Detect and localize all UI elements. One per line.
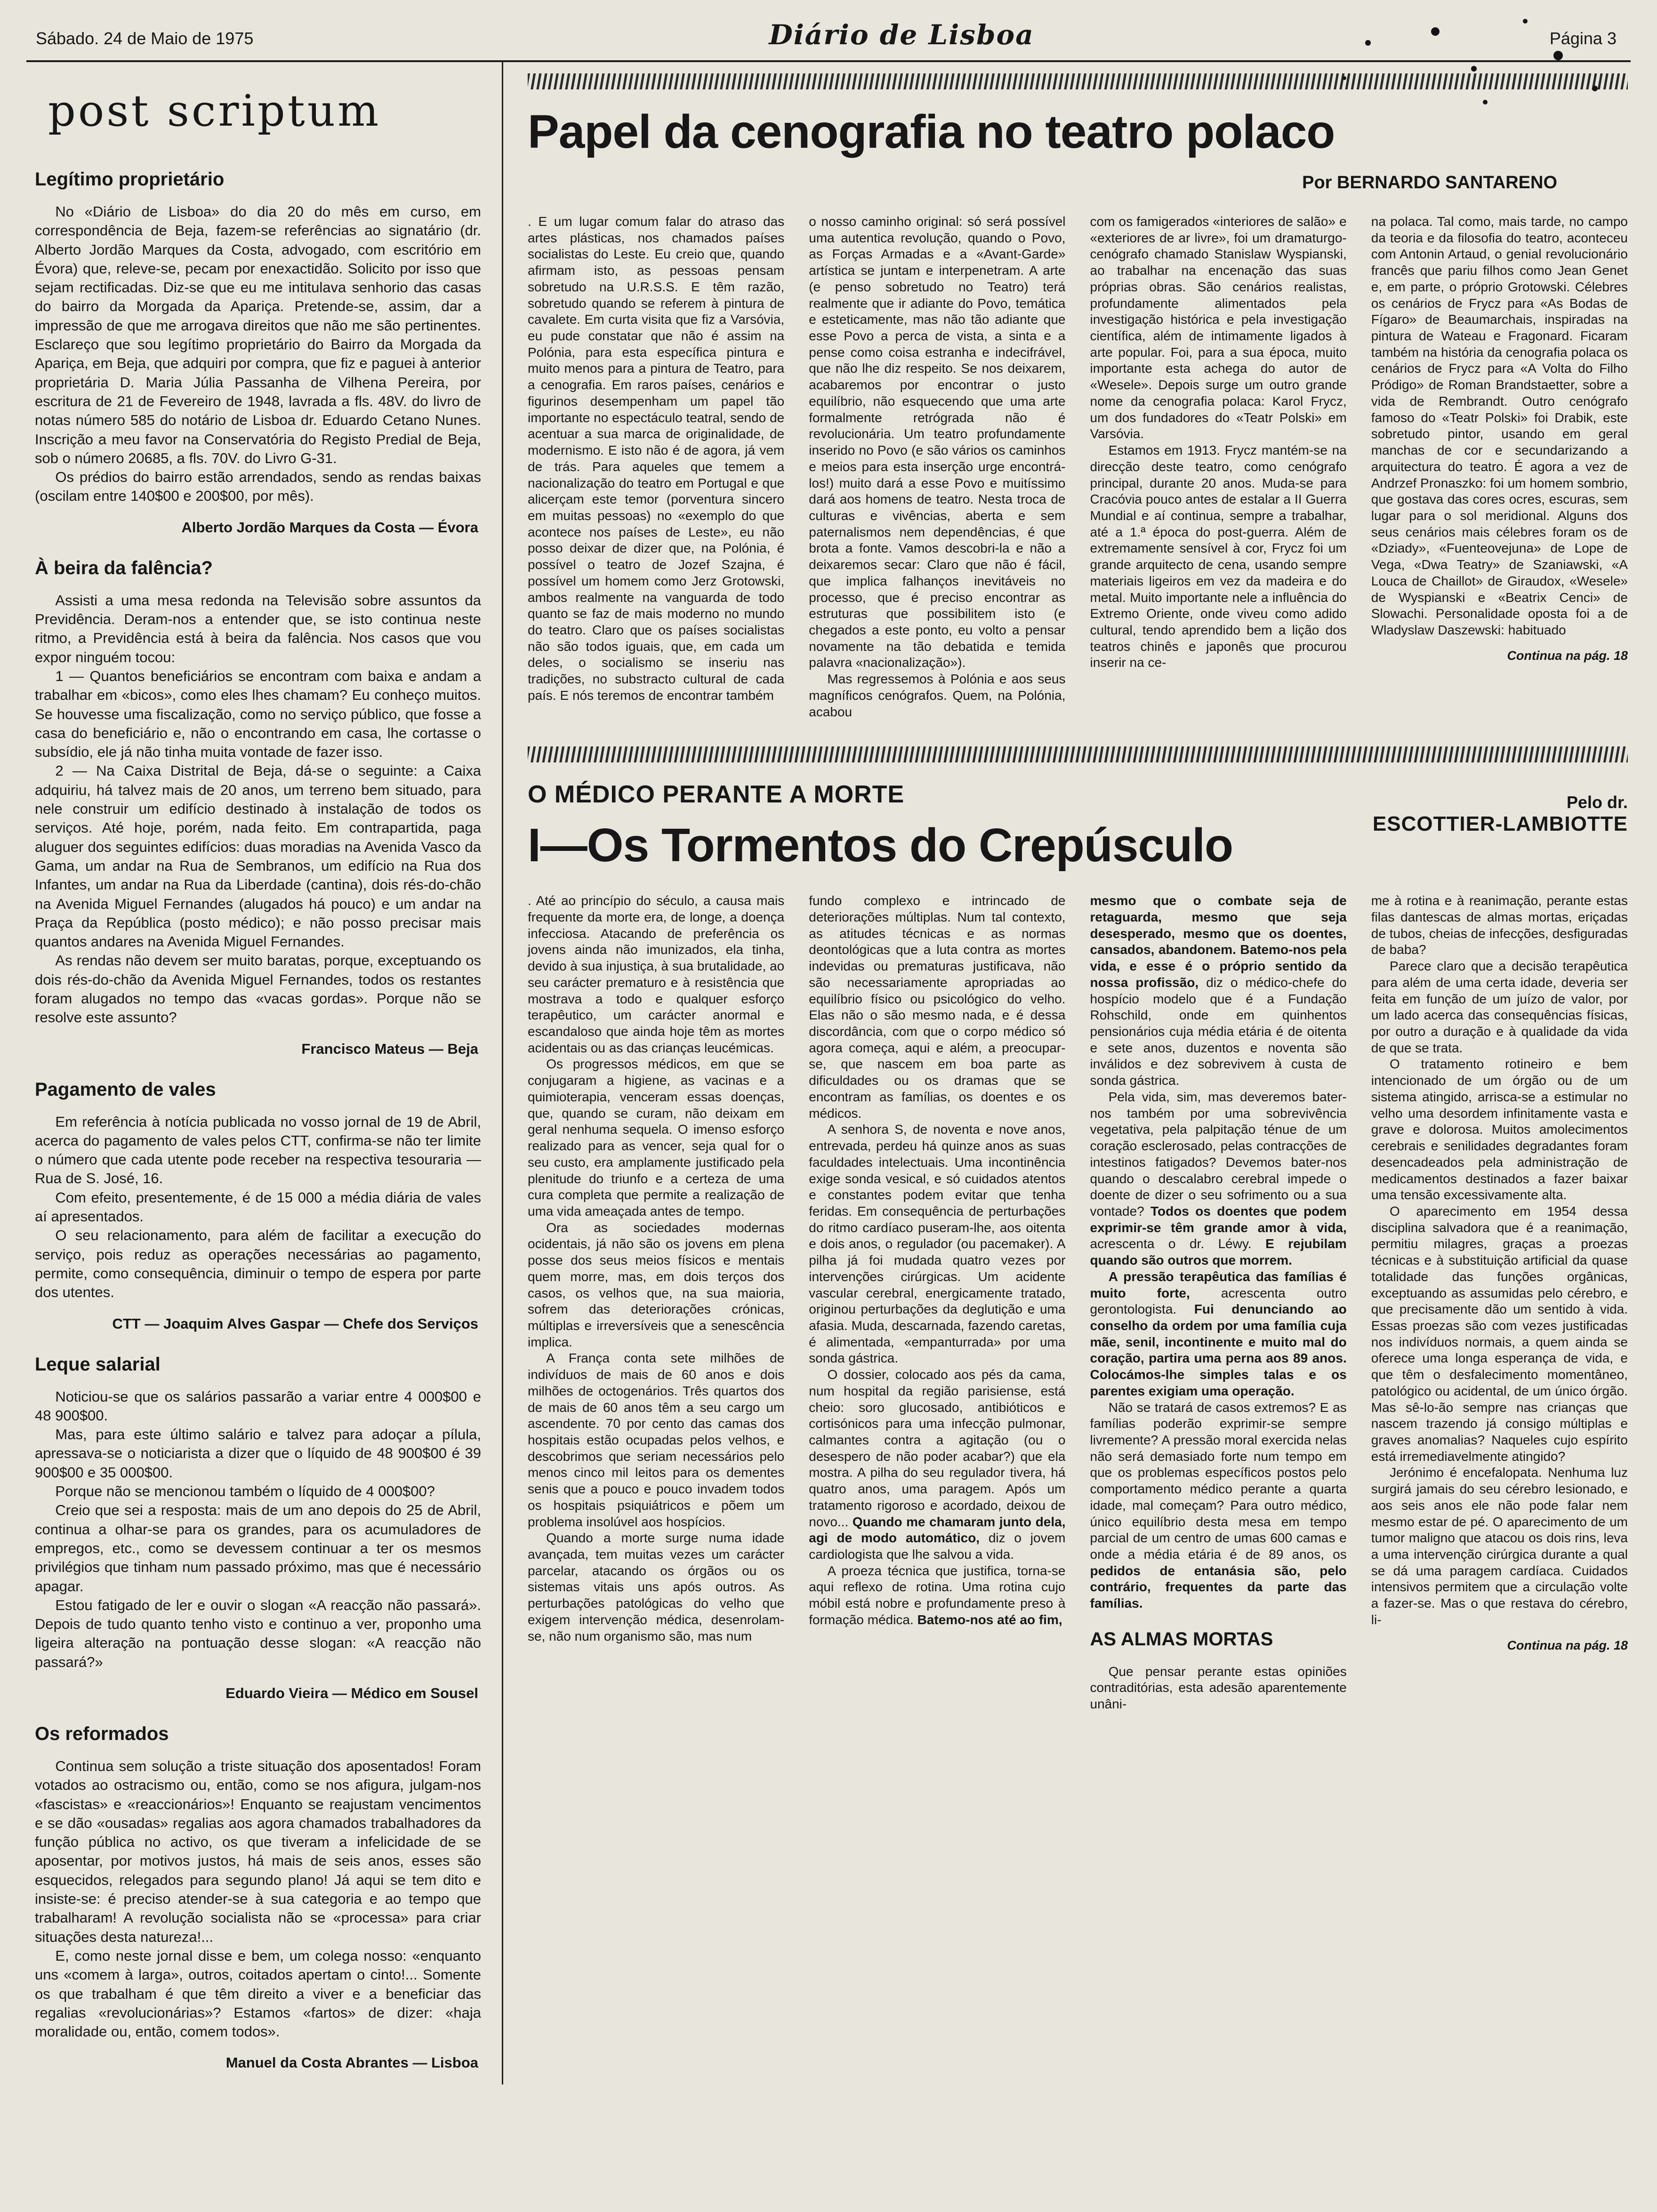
bold-text-run: pedidos de entanásia são, pelo contrário, frequentes da parte das famílias. (1090, 1563, 1347, 1611)
paragraph (1090, 1089, 1347, 1269)
teatro-headline: Papel da cenografia no teatro polaco (528, 105, 1335, 158)
paragraph: Estou fatigado de ler e ouvir o slogan «A reacção não passará». Depois de tudo quanto tenho visto e continuo a ver, proponho uma ligeira alteração na pontuação desse slogan: «A reacção não passará?» (35, 1596, 481, 1670)
article-body (35, 591, 481, 1027)
teatro-article (528, 107, 1628, 720)
paragraph: Que pensar perante estas opiniões contraditórias, esta adesão aparentemente unâni- (1090, 1664, 1347, 1711)
article-signature: Eduardo Vieira — Médico em Sousel (225, 1685, 478, 1701)
masthead: Diário de Lisboa (769, 19, 1034, 51)
paragraph: na polaca. Tal como, mais tarde, no campo da teoria e da filosofia do teatro, aconteceu com Antonin Artaud, o genial revolucionário francês que pariu filhos como Jean Genet e, em parte, o próprio Grotowski. Célebres os cenários de Frycz para «As Bodas de Fígaro» de Beaumarchais, inspiradas na pintura de Wateau e Fragonard. Ficaram também na história da cenografia polaca os cenários de Frycz para «A Volta do Filho Pródigo» de Roman Brandstaetter, sobre a vida de Rembrandt. Outro cenógrafo famoso do «Teatr Polski» foi Drabik, este sobretudo pintor, usando em geral manchas de cor e secundarizando a arquitectura do teatro. É agora a vez de Andrzef Pronaszko: foi um homem sombrio, que gostava das cores ocres, escuras, sem lugar para o sol meridional. Alguns dos seus cenários mais célebres foram os de «Dziady», «Fuenteovejuna» de Lope de Vega, «Dwa Teatry» de Szaniawski, «A Louca de Chaillot» de Giraudox, «Wesele» de Wyspianski e «Beatrix Cenci» de Slowachi. Personalidade oposta foi a de Wladyslaw Daszewski: habituado (1371, 214, 1628, 637)
paragraph: Em referência à notícia publicada no vosso jornal de 19 de Abril, acerca do pagamento de vales pelos CTT, confirma-se não ter limite o número que cada utente pode receber na respectiva tesouraria — Rua de S. José, 16. (35, 1113, 481, 1187)
paragraph: O seu relacionamento, para além de facilitar a execução do serviço, pois reduz as operações necessárias ao pagamento, permite, como consequência, diminuir o tempo de espera por parte dos utentes. (35, 1227, 481, 1301)
article-column-4 (1371, 214, 1628, 720)
letter-article-legitimo-proprietario (35, 169, 481, 536)
paragraph: O aparecimento em 1954 dessa disciplina salvadora que é a reanimação, permitiu milagres, graças a proezas técnicas e à substituição artificial da quase totalidade das funções orgânicas, exceptuando as assumidas pelo cérebro, e que precisamente dão um sentido à vida. Essas proezas são com vezes justificadas nos indivíduos normais, a quem ainda se oferece uma longa esperança de vida, e que têm o desfalecimento momentâneo, patológico ou acidental, de um único órgão. Mas sê-lo-ão sempre nas crianças que nascem trazendo já consigo múltiplas e graves anomalias? Naqueles cujo espírito está irremediavelmente atingido? (1371, 1203, 1628, 1464)
paragraph: Mas, para este último salário e talvez para adoçar a pílula, apressava-se o noticiarista a dizer que o líquido de 48 900$00 é 39 900$00 e 35 000$00. (35, 1426, 481, 1481)
article-column-1 (528, 893, 784, 1712)
article-body (35, 202, 481, 506)
article-column-3 (1090, 893, 1347, 1712)
column-text (1090, 214, 1347, 671)
paragraph: . E um lugar comum falar do atraso das artes plásticas, nos chamados países socialistas do Leste. Eu creio que, quando afirmam isto, as pessoas pensam sobretudo na U.R.S.S. E têm razão, sobretudo quando se referem à pintura de cavalete. Em curta visita que fiz a Varsóvia, eu pude constatar que não é assim na Polónia, para esta específica pintura e muito menos para a pintura de Teatro, para a cenografia. Em raros países, cenários e figurinos desempenham um papel tão importante no espectáculo teatral, sendo de acentuar a sua marca de originalidade, de modernismo. E isto não é de agora, já vem de trás. Para aqueles que temem a nacionalização do teatro em Portugal e que alicerçam este temor (porventura sincero em muitas pessoas) no «exemplo do que acontece nos países de Leste», eu não posso deixar de dizer que, na Polónia, é possível o teatro de Jozef Szajna, é possível um homem como Jerz Grotowski, ambos realmente na vanguarda de todo quanto se faz de mais moderno no mundo do teatro. Claro que os países socialistas não são todos iguais, que, em cada um deles, o socialismo se inseriu nas tradições, no substracto cultural de cada país. E nós teremos de encontrar também (528, 214, 785, 703)
paragraph: Com efeito, presentemente, é de 15 000 a média diária de vales aí apresentados. (35, 1189, 481, 1225)
paragraph: O tratamento rotineiro e bem intencionado de um órgão ou de um sistema atingido, arrisca-se a estimular no velho uma desordem infinitamente vasta e grave e dolorosa. Muitos amolecimentos cerebrais e senilidades degradantes foram desencadeados pela administração de medicamentos destinados a fazer baixar uma tensão excessivamente alta. (1371, 1057, 1628, 1202)
article-heading: Legítimo proprietário (35, 169, 225, 190)
article-heading: Pagamento de vales (35, 1079, 216, 1100)
paragraph: Noticiou-se que os salários passarão a variar entre 4 000$00 e 48 900$00. (35, 1388, 481, 1424)
text-run: acrescenta outro gerontologista. (1090, 1285, 1347, 1317)
article-body (35, 1113, 481, 1302)
paragraph: A senhora S, de noventa e nove anos, entrevada, perdeu há quinze anos as suas faculdades intelectuais. Uma incontinência exige sonda vesical, e só cuidados atentos e constantes podem evitar que tenha feridas. Em consequência de perturbações do ritmo cardíaco puseram-lhe, aos oitenta e dois anos, o regulador (ou pacemaker). A pilha já foi mudada quatro vezes por intervenções cirúrgicas. Um acidente vascular cerebral, energicamente tratado, originou perturbações da deglutição e uma afasia. Muda, descarnada, fazendo caretas, é alimentada, «empanturrada» por uma sonda gástrica. (809, 1122, 1066, 1366)
article-heading: Os reformados (35, 1723, 169, 1744)
medico-head-left (528, 780, 1233, 870)
hatch-bar-top (528, 73, 1628, 89)
medico-head (528, 780, 1628, 870)
column-text (528, 214, 784, 704)
page-body (26, 62, 1631, 2084)
bold-text-run: mesmo que o combate seja de retaguarda, mesmo que seja desesperado, mesmo que os doentes, cansados, abandonem. Batemo-nos pela vida, e esse é o próprio sentido da nossa profissão, (1090, 893, 1347, 990)
paragraph (809, 1367, 1065, 1563)
column-subhead: AS ALMAS MORTAS (1090, 1628, 1273, 1650)
column-text (1371, 893, 1628, 1628)
column-text (1371, 214, 1628, 639)
paragraph: Continua sem solução a triste situação dos aposentados! Foram votados ao ostracismo ou, então, como se nos afigura, julgam-nos «fascistas» e «reaccionários»! Enquanto se reajustam vencimentos e se dão «ousadas» regalias aos agora chamados trabalhadores da função pública no activo, os que tiveram a infelicidade de se aposentar, por motivos justos, há mais de seis anos, esses são esquecidos, relegados para segundo plano! Já aqui se tem dito e insiste-se: é preciso atender-se à sua categoria e ao tempo que trabalharam! A revolução socialista não se «processa» para criar situações desta natureza!... (35, 1758, 481, 1945)
bold-text-run: Quando me chamaram junto dela, agi de modo automático, (809, 1514, 1066, 1546)
teatro-byline: Por BERNARDO SANTARENO (1302, 173, 1557, 192)
byline-name: ESCOTTIER-LAMBIOTTE (1372, 812, 1628, 836)
letter-article-pagamento-de-vales (35, 1079, 481, 1332)
article-body (35, 1387, 481, 1672)
paragraph: com os famigerados «interiores de salão» e «exteriores de ar livre», foi um dramaturgo-cenógrafo chamado Stanislaw Wyspianski, ao trabalhar na encenação das suas próprias obras. São cenários realistas, profundamente alimentados pela investigação histórica e pela investigação científica, além de intimamente ligados à arte popular. Foi, para a sua época, muito importante esta achega do autor de «Wesele». Depois surge um outro grande nome da cenografia polaca: Karol Frycz, um dos fundadores do «Teatr Polski» em Varsóvia. (1090, 214, 1347, 441)
paragraph: E, como neste jornal disse e bem, um colega nosso: «enquanto uns «comem à larga», outros, coitados apertam o cinto!... Somente os que trabalham é que têm direito a viver e a beneficiar das regalias «revolucionárias»? Estamos «fartos» de dizer: «haja moralidade ou, então, comem todos». (35, 1947, 481, 2040)
post-scriptum-title: post scriptum (48, 86, 381, 136)
paragraph: Jerónimo é encefalopata. Nenhuma luz surgirá jamais do seu cérebro lesionado, e aos seis anos ele não pode falar nem mesmo estar de pé. O aparecimento de um tumor maligno que atacou os dois rins, leva a uma intervenção cirúrgica durante a qual se dá uma paragem cardíaca. Cuidados intensivos permitem que a circulação volte a fazer-se. Mas o que restava do cérebro, li- (1371, 1465, 1628, 1627)
post-scriptum-section (26, 62, 502, 2084)
paragraph (1090, 893, 1347, 1089)
paragraph (1090, 1400, 1347, 1612)
article-body (35, 1757, 481, 2041)
paragraph: Quando a morte surge numa idade avançada, tem muitas vezes um carácter parcelar, atacando os órgãos ou os sistemas vitais uns após outros. As perturbações patológicas do velho que exigem intervenção médica, desenrolam-se, não num organismo são, mas num (528, 1531, 785, 1643)
paragraph: As rendas não devem ser muito baratas, porque, exceptuando os dois rés-do-chão da Avenida Miguel Fernandes, todos os restantes foram alugados no tempo das «vacas gordas». Porque não se resolve este assunto? (35, 952, 481, 1026)
bold-text-run: A pressão terapêutica das famílias é muito forte, (1090, 1269, 1347, 1300)
letter-article-leque-salarial (35, 1354, 481, 1702)
bold-text-run: Fui denunciando ao conselho da ordem por uma família cuja mãe, senil, incontinente e muito mal do coração, partira uma perna aos 89 anos. Colocámos-lhe simples talas e os parentes exigiam uma operação. (1090, 1302, 1347, 1398)
byline-prefix: Pelo dr. (1566, 793, 1628, 812)
continuation-note: Continua na pág. 18 (1507, 648, 1628, 663)
paragraph: Assisti a uma mesa redonda na Televisão sobre assuntos da Previdência. Deram-nos a entender que, se isto continua neste ritmo, a Previdência está à beira da falência. Nos casos que vou expor ninguém tocou: (35, 592, 481, 665)
continuation-note: Continua na pág. 18 (1507, 1638, 1628, 1652)
medico-byline (1373, 780, 1628, 836)
paragraph: fundo complexo e intrincado de deteriorações múltiplas. Num tal contexto, as atitudes técnicas e as normas deontológicas que a luta contra as mortes indevidas ou prematuras justificava, não são necessariamente apropriadas ao equilíbrio físico ou psicológico do velho. Elas não o são mesmo nada, e é dessa discordância, com que o corpo médico só agora começa, aqui e além, a preocupar-se, que nascem em boa parte as dificuldades ou os dramas que se encontram as famílias, os doentes e os médicos. (809, 893, 1066, 1121)
column-text (809, 893, 1065, 1628)
paragraph (809, 1563, 1065, 1628)
text-run: diz o jovem cardiologista que lhe salvou a vida. (809, 1531, 1066, 1562)
article-signature: Manuel da Costa Abrantes — Lisboa (225, 2054, 478, 2071)
article-column-1 (528, 214, 784, 720)
medico-kicker: O MÉDICO PERANTE A MORTE (528, 781, 905, 809)
column-text (528, 893, 784, 1644)
paragraph: A França conta sete milhões de indivíduos de mais de 60 anos e dois milhões de octogenários. Três quartos dos de mais de 60 anos têm a seu cargo um ascendente. 70 por cento das camas dos hospitais estão ocupadas pelos velhos, e descobrimos que seriam necessários pelo menos cinco mil leitos para os dementes senis que a pouco e pouco invadem todos os hospitais psiquiátricos e põem um problema insolúvel aos hospícios. (528, 1351, 785, 1529)
bold-text-run: Batemo-nos até ao fim, (917, 1612, 1062, 1627)
paragraph (1090, 1269, 1347, 1400)
text-run: A proeza técnica que justifica, torna-se aqui reflexo de rotina. Uma rotina cujo móbil está nobre e profundamente preso à formação médica. (809, 1563, 1066, 1627)
article-signature: Francisco Mateus — Beja (301, 1040, 478, 1057)
paragraph: me à rotina e à reanimação, perante estas filas dantescas de almas mortas, eriçadas de tubos, cheias de infecções, desfiguradas de baba? (1371, 893, 1628, 957)
article-column-2 (809, 214, 1065, 720)
paragraph: 1 — Quantos beneficiários se encontram com baixa e andam a trabalhar em «bicos», como eles lhes chamam? Eu conheço muitos. Se houvesse uma fiscalização, como no serviço público, que fosse a casa do beneficiário e, não o encontrando em casa, lhe cortasse o subsídio, ele já não tinha muita vontade de fazer isso. (35, 667, 481, 761)
article-column-3 (1090, 214, 1347, 720)
bold-text-run: E rejubilam quando são outros que morrem. (1090, 1236, 1347, 1268)
paragraph: No «Diário de Lisboa» do dia 20 do mês em curso, em correspondência de Beja, fazem-se referências ao signatário (dr. Alberto Jordão Marques da Costa, advogado, com escritório em Évora) que, releve-se, pecam por enexactidão. Solicito por isso que sejam rectificadas. Diz-se que eu me intitulava senhorio das casas do bairro da Morgada da Apariça. Pretende-se, assim, dar a impressão de que me arrogava direitos que não me são pertinentes. Esclareço que sou legítimo proprietário do Bairro da Morgada da Apariça, em Beja, que adquiri por compra, que fiz e paguei à anterior proprietária D. Maria Júlia Passanha de Vilhena Pereira, por escritura de 21 de Fevereiro de 1948, lavrada a fls. 48V. do livro de notas número 585 do notário de Lisboa dr. Eduardo Cetano Nunes. Inscrição a meu favor na Conservatória do Registo Predial de Beja, sob o número 20685, a fls. 70V. do Livro G-31. (35, 203, 481, 466)
paragraph: Ora as sociedades modernas ocidentais, já não são os jovens em plena posse dos seus meios físicos e mentais quem morre, mas, em dois terços dos casos, os velhos que, na sua maioria, sofrem das deteriorações crónicas, múltiplas e irreversíveis que a senescência implica. (528, 1220, 785, 1349)
paragraph: Creio que sei a resposta: mais de um ano depois do 25 de Abril, continua a olhar-se para os grandes, para os acumuladores de empregos, etc., como se devessem continuar a ter os mesmos privilégios que tinham num passado próximo, mas que é necessário apagar. (35, 1502, 481, 1595)
teatro-columns (528, 214, 1628, 720)
letter-article-os-reformados (35, 1723, 481, 2071)
letter-article-beira-da-falencia (35, 558, 481, 1058)
main-content (502, 62, 1631, 2084)
paragraph: Os progressos médicos, em que se conjugaram a higiene, as vacinas e a quimioterapia, venceram essas doenças, que, quando se curam, não deixam em geral nenhuma sequela. O imenso esforço realizado para as vencer, seja qual for o seu custo, era amplamente justificado pela plenitude do triunfo e a certeza de uma cura completa que permite a realização de uma vida ameaçada antes de tempo. (528, 1057, 785, 1218)
page-number: Página 3 (1549, 29, 1617, 48)
article-heading: Leque salarial (35, 1354, 161, 1375)
text-run: acrescenta o dr. Léwy. (1090, 1236, 1266, 1251)
paragraph: Parece claro que a decisão terapêutica para além de uma certa idade, deveria ser feita em função de um juízo de valor, por um lado acerca das consequências físicas, por outro a duração e à qualidade da vida de que se trata. (1371, 959, 1628, 1055)
text-run: Pela vida, sim, mas deveremos bater-nos também por uma sobrevivência vegetativa, pela palpitação ténue de um coração esclerosado, pelas contracções de intestinos fatigados? Devemos bater-nos quando o descalabro cerebral impede o doente de dizer o seu sofrimento ou a sua vontade? (1090, 1089, 1347, 1218)
article-signature: Alberto Jordão Marques da Costa — Évora (181, 519, 478, 536)
date-label: Sábado. 24 de Maio de 1975 (36, 29, 254, 48)
paragraph: o nosso caminho original: só será possível uma autentica revolução, quando o Povo, as Forças Armadas e a «Avant-Garde» artística se juntam e interpenetram. A arte (e penso sobretudo no Teatro) terá realmente que ir adiante do Povo, temática e esteticamente, mas não tão adiante que esse Povo a perca de vista, a sinta e a pense como coisa estranha e indecifrável, que não lhe diz respeito. Se nos deixarem, acabaremos por encontrar o justo equilíbrio, não esquecendo que uma arte formalmente retrógrada não é revolucionária. Um teatro profundamente inserido no Povo (e são vários os caminhos e meios para esta inserção urge encontrá-los!) muito dará a esse Povo e muitíssimo dará aos homens de teatro. Nesta troca de culturas e vivências, aberta e sem paternalismos nem dependências, é que brota a fonte. Vamos descobri-la e não a deixaremos secar: Claro que não é fácil, que implica falhanços inevitáveis no processo, que é preciso encontrar as estruturas que possibilitem isto (e chegados a este ponto, eu volto a pensar novamente na tão debatida e temida palavra «nacionalização»). (809, 214, 1066, 670)
paragraph: Estamos em 1913. Frycz mantém-se na direcção deste teatro, como cenógrafo principal, durante 20 anos. Muda-se para Cracóvia pouco antes de estalar a II Guerra Mundial e aí continua, sempre a trabalhar, até a 1.ª época do post-guerra. Além de extremamente sensível à cor, Frycz foi um grande arquitecto de cena, usando sempre materiais ligeiros em vez da madeira e do metal. Muito importante nele a influência do Extremo Oriente, onde viveu como adido cultural, tendo aprendido bem a lição dos teatros chinês e japonês que procurou inserir na ce- (1090, 443, 1347, 670)
article-column-4 (1371, 893, 1628, 1712)
paragraph: Mas regressemos à Polónia e aos seus magníficos cenógrafos. Quem, na Polónia, acabou (809, 672, 1066, 719)
medico-columns (528, 893, 1628, 1712)
text-run: O dossier, colocado aos pés da cama, num hospital da região parisiense, está cheio: soro glucosado, antibióticos e cortisónicos para uma infecção pulmonar, calmantes contra a agitação (ou o desespero de não poder acabar?) que ela mostra. A pilha do seu regulador tivera, há quatro anos, uma paragem. Após um tratamento rigoroso e acordado, deixou de novo... (809, 1367, 1066, 1529)
paragraph: . Até ao princípio do século, a causa mais frequente da morte era, de longe, a doença infecciosa. Atacando de preferência os jovens ainda não imunizados, ela tinha, devido à sua injustiça, à sua brutalidade, ao seu carácter prematuro e à resistência que mostrava a todo e qualquer esforço terapêutico, um carácter anormal e escandaloso que ainda hoje têm as mortes acidentais ou as das crianças leucémicas. (528, 893, 785, 1055)
article-heading: À beira da falência? (35, 557, 213, 578)
paragraph: Os prédios do bairro estão arrendados, sendo as rendas baixas (oscilam entre 140$00 e 200$00, por mês). (35, 469, 481, 505)
medico-article (528, 780, 1628, 1712)
hatch-bar-middle (528, 746, 1628, 762)
page-header (26, 12, 1631, 58)
article-column-2 (809, 893, 1065, 1712)
text-run: diz o médico-chefe do hospício modelo que é a Fundação Rohschild, onde em quinhentos pensionários cuja média etária é de oitenta e sete anos, duzentos e noventa são inválidos e dez sobrevivem à custa de sonda gástrica. (1090, 975, 1347, 1088)
paragraph: Porque não se mencionou também o líquido de 4 000$00? (55, 1483, 435, 1500)
article-signature: CTT — Joaquim Alves Gaspar — Chefe dos Serviços (112, 1315, 478, 1332)
paragraph: 2 — Na Caixa Distrital de Beja, dá-se o seguinte: a Caixa adquiriu, há talvez mais de 20 anos, um terreno bem situado, para nele construir um edifício destinado à instalação de todos os serviços. Até hoje, porém, nada feito. Em contrapartida, paga aluguer dos seguintes edifícios: duas moradias na Avenida Vasco da Gama, um andar na Rua de Sembranos, um edifício na Rua dos Infantes, um andar na Rua da Liberdade (cantina), dois rés-do-chão na Avenida Miguel Fernandes (alugados há pouco) e um andar na Praça da República (posto médico); e não posso precisar mais quantos andares na Avenida Miguel Fernandes. (35, 762, 481, 950)
column-text (809, 214, 1065, 720)
bold-text-run: Todos os doentes que podem exprimir-se têm grande amor à vida, (1090, 1203, 1347, 1235)
medico-headline: I—Os Tormentos do Crepúsculo (528, 819, 1233, 872)
column-text (1090, 893, 1347, 1712)
text-run: Não se tratará de casos extremos? E as famílias poderão exprimir-se sempre livremente? A pressão moral exercida nelas não será demasiado forte num tempo em que os problemas específicos postos pelo comportamento médico perante a quarta idade, mal começam? Para outro médico, único equilíbrio desta mesa em tempo parcial de um centro de umas 600 camas e onde a média etária é de 89 anos, os (1090, 1400, 1347, 1562)
